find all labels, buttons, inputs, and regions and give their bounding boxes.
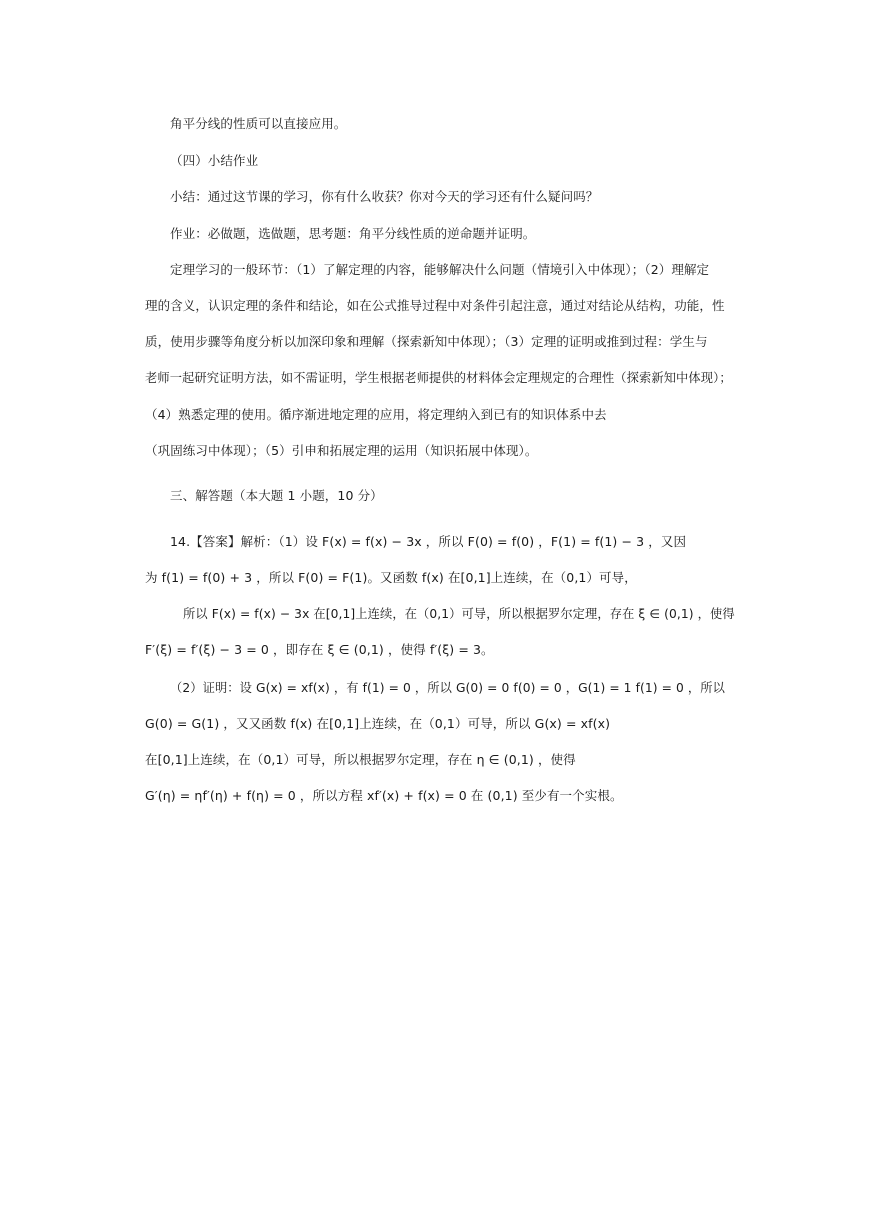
answer-line: G(0) = G(1) ，又又函数 f(x) 在[0,1]上连续，在（0,1）可导，所以 G(x) = xf(x) [145, 716, 611, 731]
text-line: （巩固练习中体现）；（5）引申和拓展定理的运用（知识拓展中体现）。 [145, 443, 538, 458]
text-line: 理的含义，认识定理的条件和结论，如在公式推导过程中对条件引起注意，通过对结论从结构，功能，性 [145, 298, 725, 313]
text-line: 质，使用步骤等角度分析以加深印象和理解（探索新知中体现）；（3）定理的证明或推到过程：学生与 [145, 334, 708, 349]
answer-line: 所以 F(x) = f(x) − 3x 在[0,1]上连续，在（0,1）可导，所以根据罗尔定理，存在 ξ ∈ (0,1) ，使得 [183, 607, 735, 621]
answer-line: G′(η) = ηf′(η) + f(η) = 0 ，所以方程 xf′(x) + f(x) = 0 在 (0,1) 至少有一个实根。 [145, 788, 623, 803]
text-line: 小结：通过这节课的学习，你有什么收获？你对今天的学习还有什么疑问吗？ [170, 189, 599, 204]
section-heading: （四）小结作业 [170, 153, 259, 168]
text-line: 老师一起研究证明方法，如不需证明，学生根据老师提供的材料体会定理规定的合理性（探索新知中体现）； [145, 371, 732, 385]
text-line: （4）熟悉定理的使用。循序渐进地定理的应用，将定理纳入到已有的知识体系中去 [145, 407, 607, 422]
answer-line: F′(ξ) = f′(ξ) − 3 = 0 ，即存在 ξ ∈ (0,1) ，使得 f′(ξ) = 3。 [145, 642, 494, 657]
answer-line: 14.【答案】解析：（1）设 F(x) = f(x) − 3x ，所以 F(0) = f(0) ，F(1) = f(1) − 3 ，又因 [170, 534, 687, 549]
section-heading: 三、解答题（本大题 1 小题，10 分） [170, 488, 383, 503]
text-line: 角平分线的性质可以直接应用。 [170, 116, 347, 131]
answer-line: （2）证明：设 G(x) = xf(x) ，有 f(1) = 0 ，所以 G(0) = 0 f(0) = 0 ，G(1) = 1 f(1) = 0 ，所以 [170, 681, 725, 695]
text-line: 定理学习的一般环节：（1）了解定理的内容，能够解决什么问题（情境引入中体现）；（2）理解定 [170, 262, 710, 277]
answer-line: 在[0,1]上连续，在（0,1）可导，所以根据罗尔定理，存在 η ∈ (0,1) ，使得 [145, 752, 576, 767]
answer-line: 为 f(1) = f(0) + 3 ，所以 F(0) = F(1)。又函数 f(x) 在[0,1]上连续，在（0,1）可导， [145, 570, 637, 585]
text-line: 作业：必做题，选做题，思考题：角平分线性质的逆命题并证明。 [170, 226, 536, 241]
